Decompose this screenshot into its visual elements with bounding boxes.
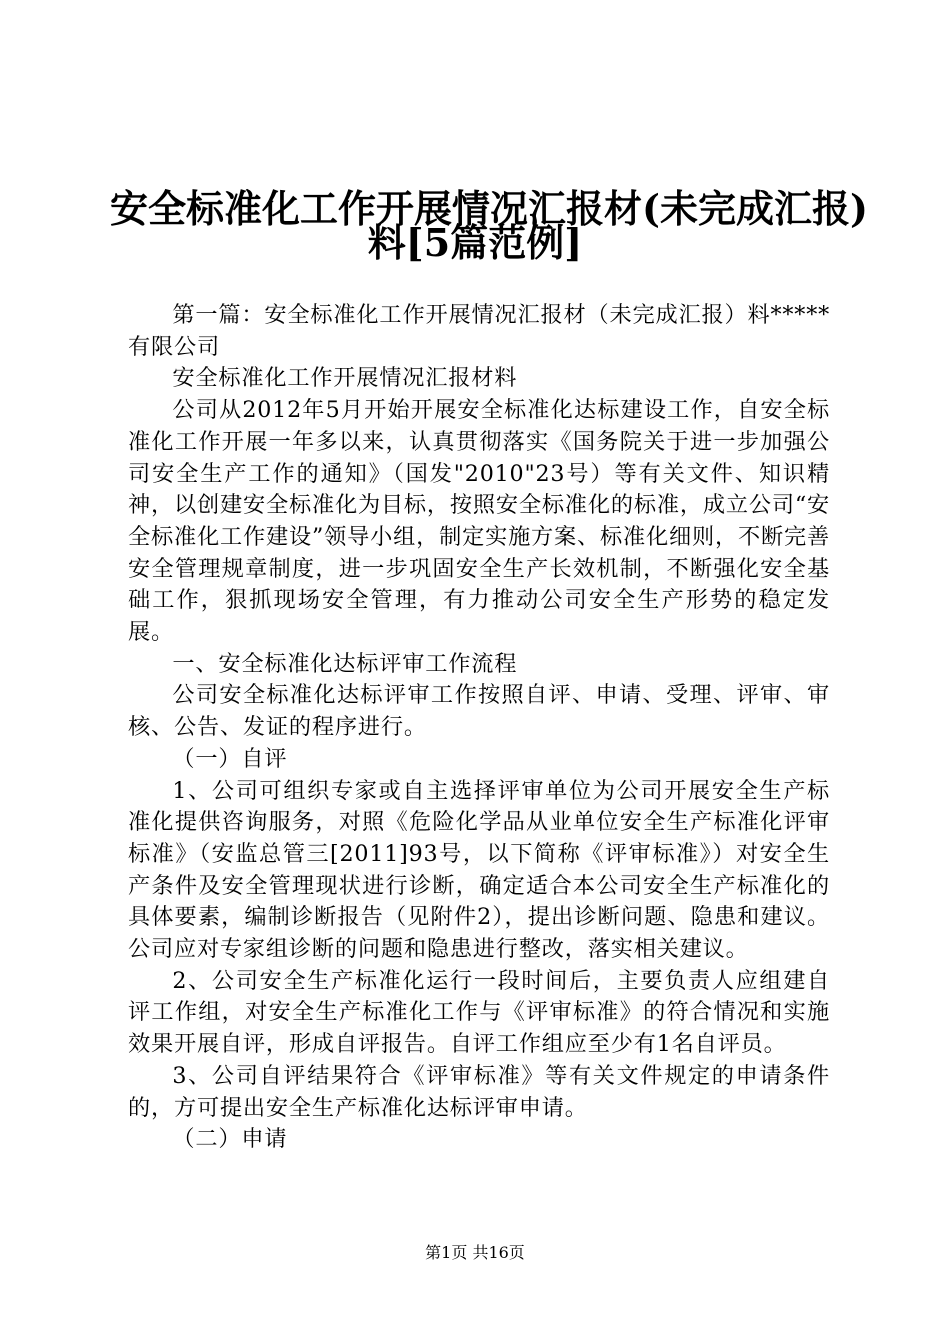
- paragraph-subsection-apply: （二）申请: [172, 1126, 288, 1153]
- paragraph-item-3: 3、公司自评结果符合《评审标准》等有关文件规定的申请条件的，方可提出安全生产标准化达标评审申请。: [128, 1062, 830, 1121]
- document-title-line-1: 安全标准化工作开展情况汇报材(未完成汇报): [110, 186, 868, 231]
- document-body: [128, 300, 830, 1156]
- paragraph-report-title: 安全标准化工作开展情况汇报材料: [172, 365, 518, 392]
- paragraph-intro: 公司从2012年5月开始开展安全标准化达标建设工作，自安全标准化工作开展一年多以来，认真贯彻落实《国务院关于进一步加强公司安全生产工作的通知》（国发"2010"23号）等有关文件、知识精神，以创建安全标准化为目标，按照安全标准化的标准，成立公司“安全标准化工作建设”领导小组，制定实施方案、标准化细则，不断完善安全管理规章制度，进一步巩固安全生产长效机制，不断强化安全基础工作，狠抓现场安全管理，有力推动公司安全生产形势的稳定发展。: [128, 397, 830, 646]
- paragraph-section-1-text: 公司安全标准化达标评审工作按照自评、申请、受理、评审、审核、公告、发证的程序进行。: [128, 682, 830, 741]
- paragraph-chapter-heading: 第一篇：安全标准化工作开展情况汇报材（未完成汇报）料*****有限公司: [128, 302, 830, 360]
- document-title-line-2: 料[5篇范例]: [367, 220, 583, 265]
- paragraph-subsection-self-eval: （一）自评: [172, 745, 288, 772]
- paragraph-item-1: 1、公司可组织专家或自主选择评审单位为公司开展安全生产标准化提供咨询服务，对照《危险化学品从业单位安全生产标准化评审标准》（安监总管三[2011]93号，以下简称《评审标准》）对安全生产条件及安全管理现状进行诊断，确定适合本公司安全生产标准化的具体要素，编制诊断报告（见附件2），提出诊断问题、隐患和建议。公司应对专家组诊断的问题和隐患进行整改，落实相关建议。: [128, 777, 830, 963]
- paragraph-item-2: 2、公司安全生产标准化运行一段时间后，主要负责人应组建自评工作组，对安全生产标准化工作与《评审标准》的符合情况和实施效果开展自评，形成自评报告。自评工作组应至少有1名自评员。: [128, 967, 830, 1058]
- paragraph-section-1-heading: 一、安全标准化达标评审工作流程: [172, 650, 518, 677]
- page-number-footer: 第1页 共16页: [425, 1243, 525, 1262]
